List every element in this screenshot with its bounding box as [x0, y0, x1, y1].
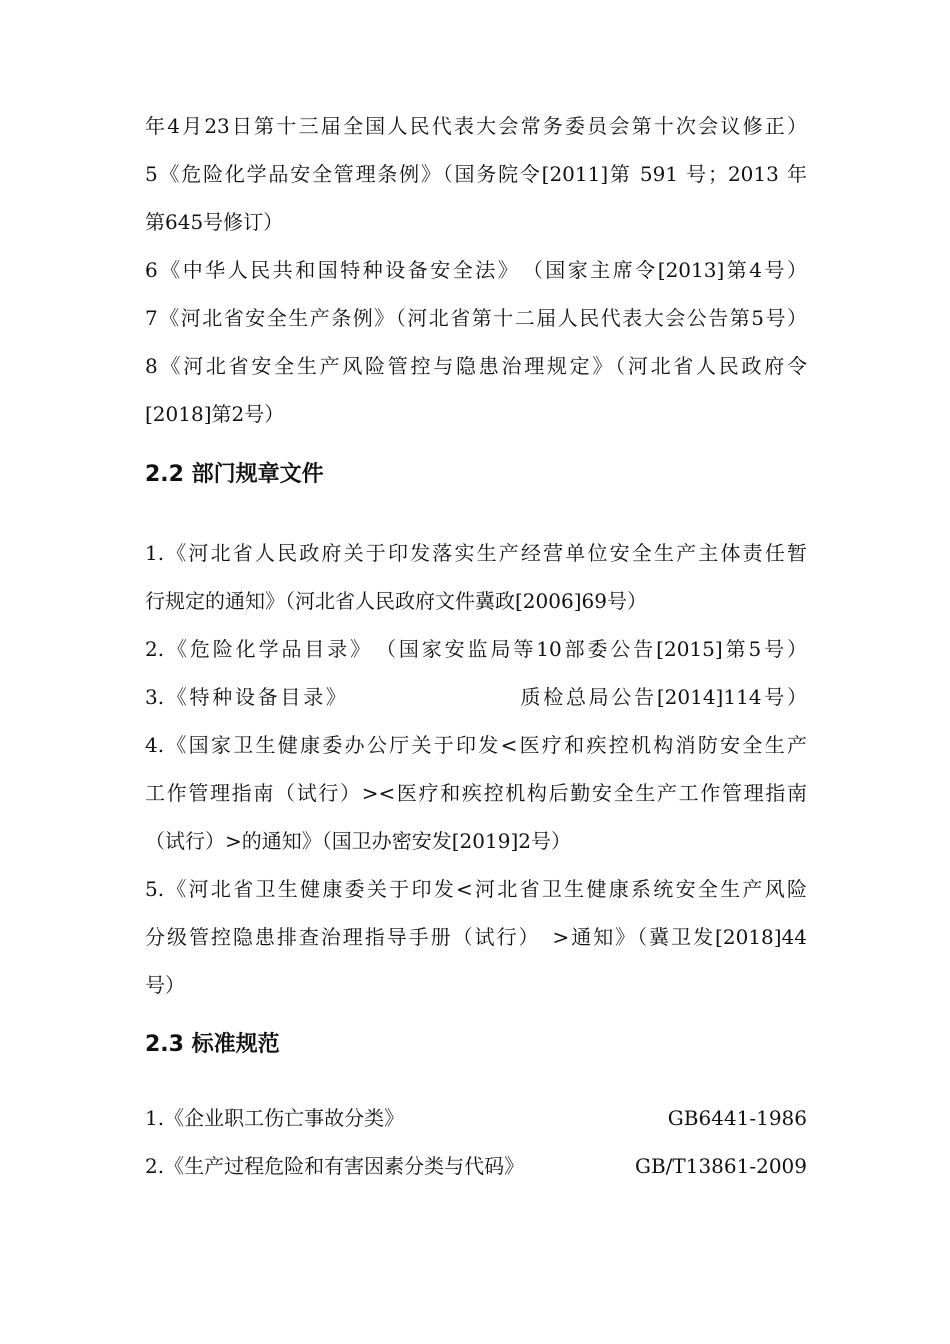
- text-line: 行规定的通知》（河北省人民政府文件冀政[2006]69号）: [145, 589, 647, 613]
- text-line: 7《河北省安全生产条例》（河北省第十二届人民代表大会公告第5号）: [145, 306, 807, 330]
- text-line: 5.《河北省卫生健康委关于印发<河北省卫生健康系统安全生产风险: [145, 877, 807, 901]
- text-line: [2018]第2号）: [145, 402, 285, 426]
- text-line: 分级管控隐患排查治理指导手册（试行） >通知》（冀卫发[2018]44: [145, 925, 807, 949]
- standard-code: GB/T13861-2009: [634, 1154, 807, 1178]
- text-line: 第645号修订）: [145, 210, 284, 234]
- text-line: 年4月23日第十三届全国人民代表大会常务委员会第十次会议修正）: [145, 114, 807, 138]
- standard-title: 1.《企业职工伤亡事故分类》: [145, 1106, 405, 1130]
- text-line: 1.《河北省人民政府关于印发落实生产经营单位安全生产主体责任暂: [145, 541, 807, 565]
- text-line: 3.《特种设备目录》 质检总局公告[2014]114号）: [145, 685, 807, 709]
- text-line: 4.《国家卫生健康委办公厅关于印发<医疗和疾控机构消防安全生产: [145, 733, 807, 757]
- standard-code: GB6441-1986: [667, 1106, 807, 1130]
- standard-item: [145, 1152, 807, 1180]
- text-line: 5《危险化学品安全管理条例》（国务院令[2011]第 591 号；2013 年: [145, 162, 807, 186]
- text-line: （试行）>的通知》（国卫办密安发[2019]2号）: [145, 829, 571, 853]
- text-line: 号）: [145, 973, 185, 997]
- text-line: 8《河北省安全生产风险管控与隐患治理规定》（河北省人民政府令: [145, 354, 807, 378]
- text-line: 6《中华人民共和国特种设备安全法》 （国家主席令[2013]第4号）: [145, 258, 807, 282]
- standard-item: [145, 1104, 807, 1132]
- section-heading: 2.3 标准规范: [145, 1032, 280, 1057]
- standard-title: 2.《生产过程危险和有害因素分类与代码》: [145, 1154, 525, 1178]
- text-line: 2.《危险化学品目录》 （国家安监局等10部委公告[2015]第5号）: [145, 637, 807, 661]
- section-heading: 2.2 部门规章文件: [145, 462, 324, 487]
- text-line: 工作管理指南（试行）><医疗和疾控机构后勤安全生产工作管理指南: [145, 781, 807, 805]
